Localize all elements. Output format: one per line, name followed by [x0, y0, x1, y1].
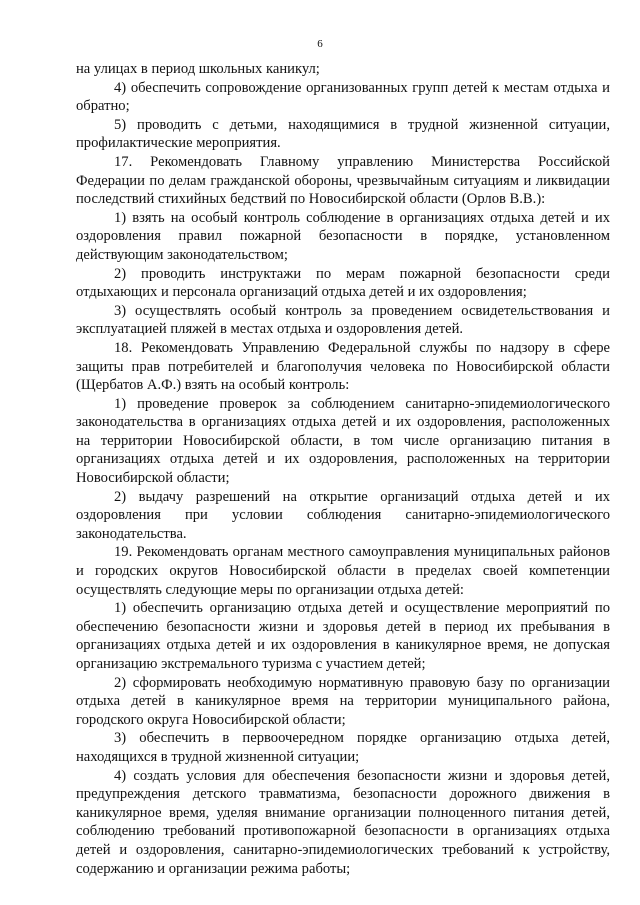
paragraph: 3) осуществлять особый контроль за проведением освидетельствования и эксплуатацией пляжей в местах отдыха и оздоровления детей.	[76, 302, 610, 338]
paragraph: 19. Рекомендовать органам местного самоуправления муниципальных районов и городских округов Новосибирской области в пределах своей компетенции осуществлять следующие меры по организации отдыха детей:	[76, 544, 610, 598]
paragraph: 2) проводить инструктажи по мерам пожарной безопасности среди отдыхающих и персонала организаций отдыха детей и их оздоровления;	[76, 265, 610, 301]
paragraph: на улицах в период школьных каникул;	[76, 61, 320, 77]
paragraph: 1) взять на особый контроль соблюдение в организациях отдыха детей и их оздоровления правил пожарной безопасности в порядке, установленном действующим законодательством;	[76, 209, 610, 263]
paragraph: 1) проведение проверок за соблюдением санитарно-эпидемиологического законодательства в организациях отдыха детей и их оздоровления, расположенных на территории Новосибирской области, в том числе организацию питания в организациях отдыха детей и их оздоровления, расположенных на территории Новосибирской области;	[76, 395, 610, 487]
page-number: 6	[317, 38, 323, 50]
paragraph: 4) создать условия для обеспечения безопасности жизни и здоровья детей, предупреждения детского травматизма, безопасности дорожного движения в каникулярное время, уделяя внимание организации полноценного питания детей, соблюдению требований противопожарной безопасности в организациях отдыха детей и оздоровления, санитарно-эпидемиологических требований к устройству, содержанию и организации режима работы;	[76, 767, 610, 877]
paragraph: 18. Рекомендовать Управлению Федеральной службы по надзору в сфере защиты прав потребителей и благополучия человека по Новосибирской области (Щербатов А.Ф.) взять на особый контроль:	[76, 339, 610, 394]
paragraph: 1) обеспечить организацию отдыха детей и осуществление мероприятий по обеспечению безопасности жизни и здоровья детей в период их пребывания в организациях отдыха детей и их оздоровления в каникулярное время, не допуская организацию экстремального туризма с участием детей;	[76, 600, 610, 672]
paragraph: 4) обеспечить сопровождение организованных групп детей к местам отдыха и обратно;	[76, 79, 610, 115]
paragraph: 3) обеспечить в первоочередном порядке организацию отдыха детей, находящихся в трудной жизненной ситуации;	[76, 730, 610, 765]
paragraph: 2) выдачу разрешений на открытие организаций отдыха детей и их оздоровления при условии соблюдения санитарно-эпидемиологического законодательства.	[76, 488, 610, 542]
paragraph: 5) проводить с детьми, находящимися в трудной жизненной ситуации, профилактические мероприятия.	[76, 116, 610, 152]
paragraph: 17. Рекомендовать Главному управлению Министерства Российской Федерации по делам гражданской обороны, чрезвычайным ситуациям и ликвидации последствий стихийных бедствий по Новосибирской области (Орлов В.В.):	[76, 153, 610, 208]
document-body	[76, 60, 610, 878]
paragraph: 2) сформировать необходимую нормативную правовую базу по организации отдыха детей в каникулярное время на территории муниципального района, городского округа Новосибирской области;	[76, 674, 610, 728]
